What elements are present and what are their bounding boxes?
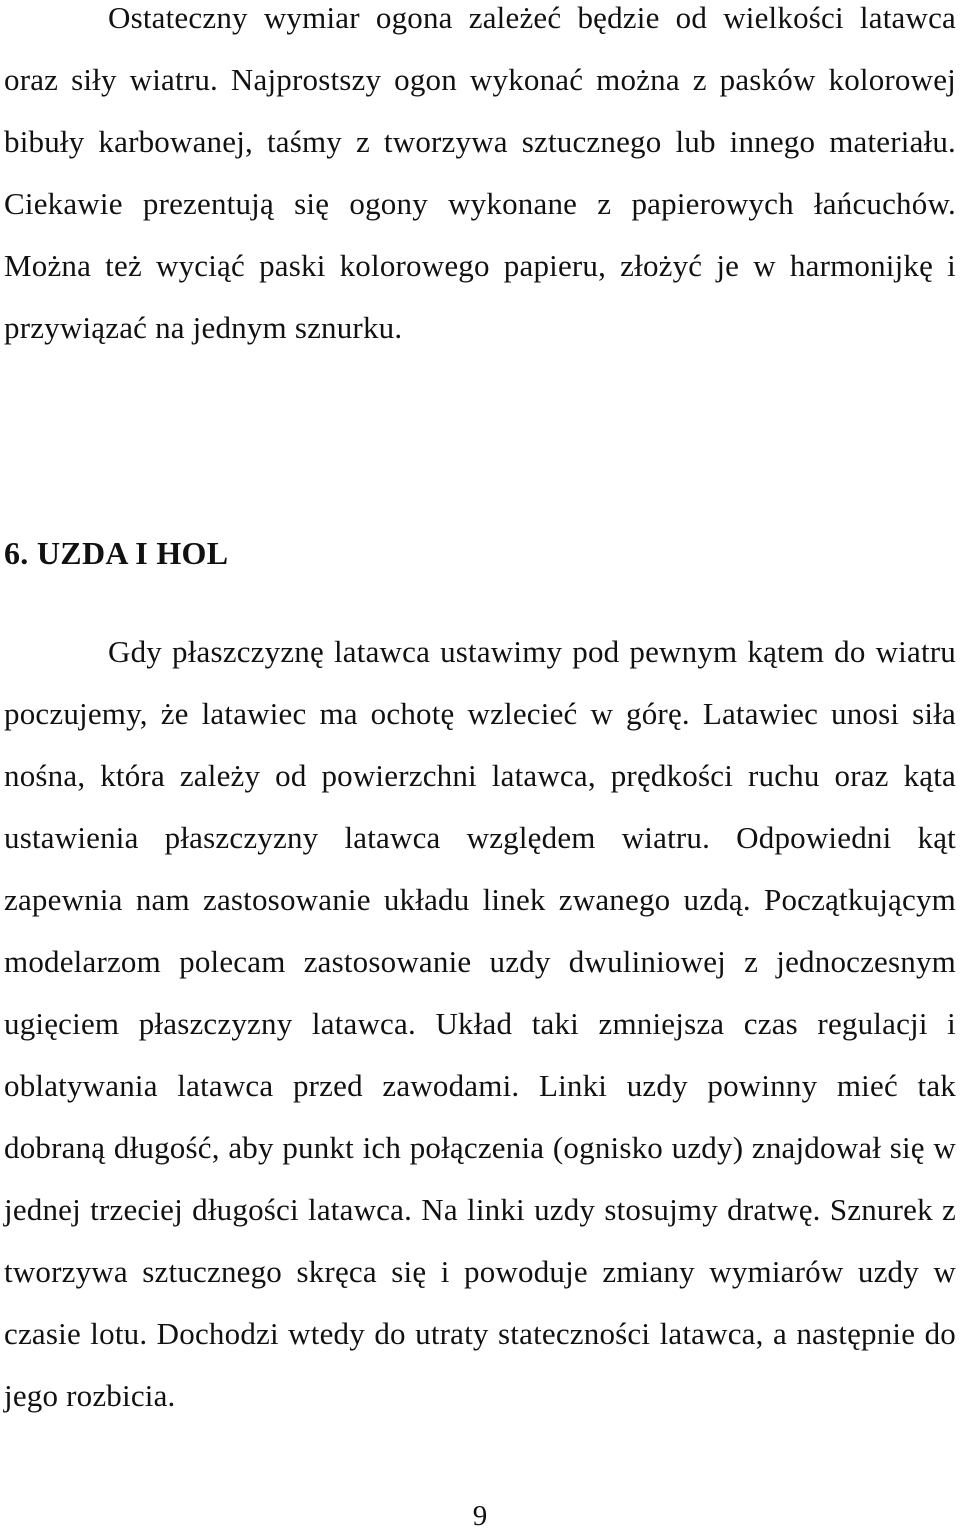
section-heading: 6. UZDA I HOL: [4, 535, 229, 571]
paragraph-bridle-and-tow: Gdy płaszczyznę latawca ustawimy pod pewnym kątem do wiatru poczujemy, że latawiec ma ochotę wzlecieć w górę. Latawiec unosi siła nośna, która zależy od powierzchni latawca, prędkości ruchu oraz kąta ustawienia płaszczyzny latawca względem wiatru. Odpowiedni kąt zapewnia nam zastosowanie układu linek zwanego uzdą. Początkującym modelarzom polecam zastosowanie uzdy dwuliniowej z jednoczesnym ugięciem płaszczyzny latawca. Układ taki zmniejsza czas regulacji i oblatywania latawca przed zawodami. Linki uzdy powinny mieć tak dobraną długość, aby punkt ich połączenia (ognisko uzdy) znajdował się w jednej trzeciej długości latawca. Na linki uzdy stosujmy dratwę. Sznurek z tworzywa sztucznego skręca się i powoduje zmiany wymiarów uzdy w czasie lotu. Dochodzi wtedy do utraty stateczności latawca, a następnie do jego rozbicia.: [4, 634, 956, 1413]
page-number: 9: [472, 1500, 488, 1532]
paragraph-tail-construction: Ostateczny wymiar ogona zależeć będzie od wielkości latawca oraz siły wiatru. Najprostszy ogon wykonać można z pasków kolorowej bibuły karbowanej, taśmy z tworzywa sztucznego lub innego materiału. Ciekawie prezentują się ogony wykonane z papierowych łańcuchów. Można też wyciąć paski kolorowego papieru, złożyć je w harmonijkę i przywiązać na jednym sznurku.: [4, 0, 956, 345]
